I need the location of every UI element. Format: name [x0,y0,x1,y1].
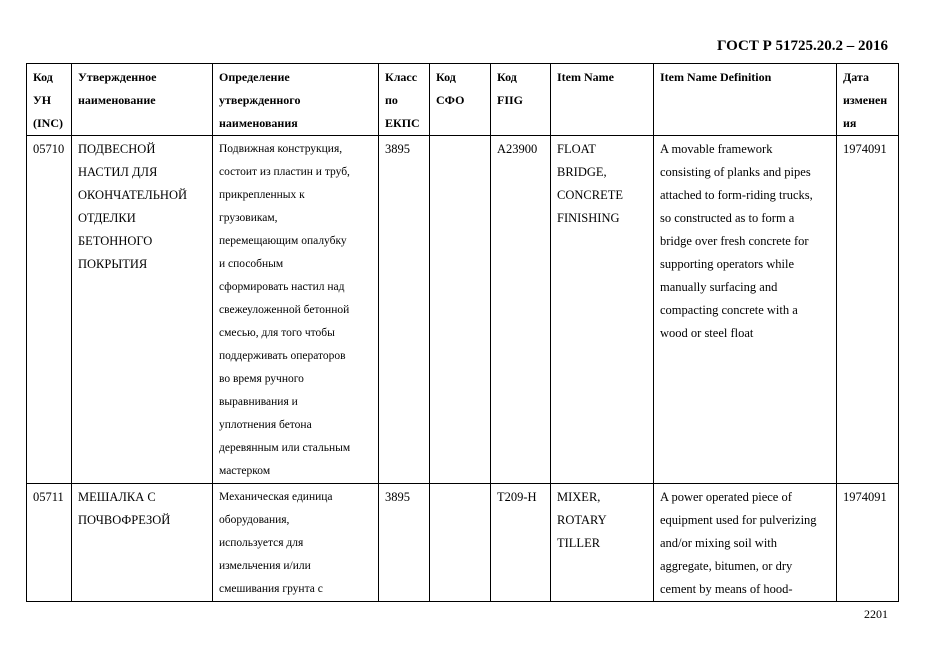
cell-class: 3895 [379,136,430,484]
table-header-row [27,64,899,136]
cell-date: 1974091 [837,484,899,602]
nomenclature-table [26,63,899,602]
column-header-date: Дата изменен ия [837,64,899,136]
column-header-item-name: Item Name [551,64,654,136]
column-header-approved-name: Утвержденное наименование [72,64,213,136]
cell-sfo [430,136,491,484]
table-row [27,136,899,484]
document-standard-header: ГОСТ Р 51725.20.2 – 2016 [716,38,888,54]
cell-item-definition: A power operated piece of equipment used for pulverizing and/or mixing soil with aggregate, bitumen, or dry cement by means of hood- [654,484,837,602]
cell-class: 3895 [379,484,430,602]
cell-fiig: A23900 [491,136,551,484]
page-number: 2201 [864,607,888,621]
column-header-definition: Определение утвержденного наименования [213,64,379,136]
column-header-item-definition: Item Name Definition [654,64,837,136]
column-header-inc: Код УН (INC) [27,64,72,136]
cell-date: 1974091 [837,136,899,484]
column-header-class: Класс по ЕКПС [379,64,430,136]
column-header-sfo: Код СФО [430,64,491,136]
cell-inc: 05711 [27,484,72,602]
cell-definition-ru: Подвижная конструкция, состоит из пластин и труб, прикрепленных к грузовикам, перемещающим опалубку и способным сформировать настил над свежеуложенной бетонной смесью, для того чтобы поддерживать операторов во время ручного выравнивания и уплотнения бетона деревянным или стальным мастерком [213,136,379,484]
cell-inc: 05710 [27,136,72,484]
cell-sfo [430,484,491,602]
cell-item-definition: A movable framework consisting of planks and pipes attached to form-riding trucks, so constructed as to form a bridge over fresh concrete for supporting operators while manually surfacing and compacting concrete with a wood or steel float [654,136,837,484]
cell-item-name: MIXER, ROTARY TILLER [551,484,654,602]
cell-approved-name: ПОДВЕСНОЙ НАСТИЛ ДЛЯ ОКОНЧАТЕЛЬНОЙ ОТДЕЛКИ БЕТОННОГО ПОКРЫТИЯ [72,136,213,484]
table-row [27,484,899,602]
cell-definition-ru: Механическая единица оборудования, используется для измельчения и/или смешивания грунта с [213,484,379,602]
cell-item-name: FLOAT BRIDGE, CONCRETE FINISHING [551,136,654,484]
cell-fiig: T209-H [491,484,551,602]
column-header-fiig: Код FIIG [491,64,551,136]
cell-approved-name: МЕШАЛКА С ПОЧВОФРЕЗОЙ [72,484,213,602]
